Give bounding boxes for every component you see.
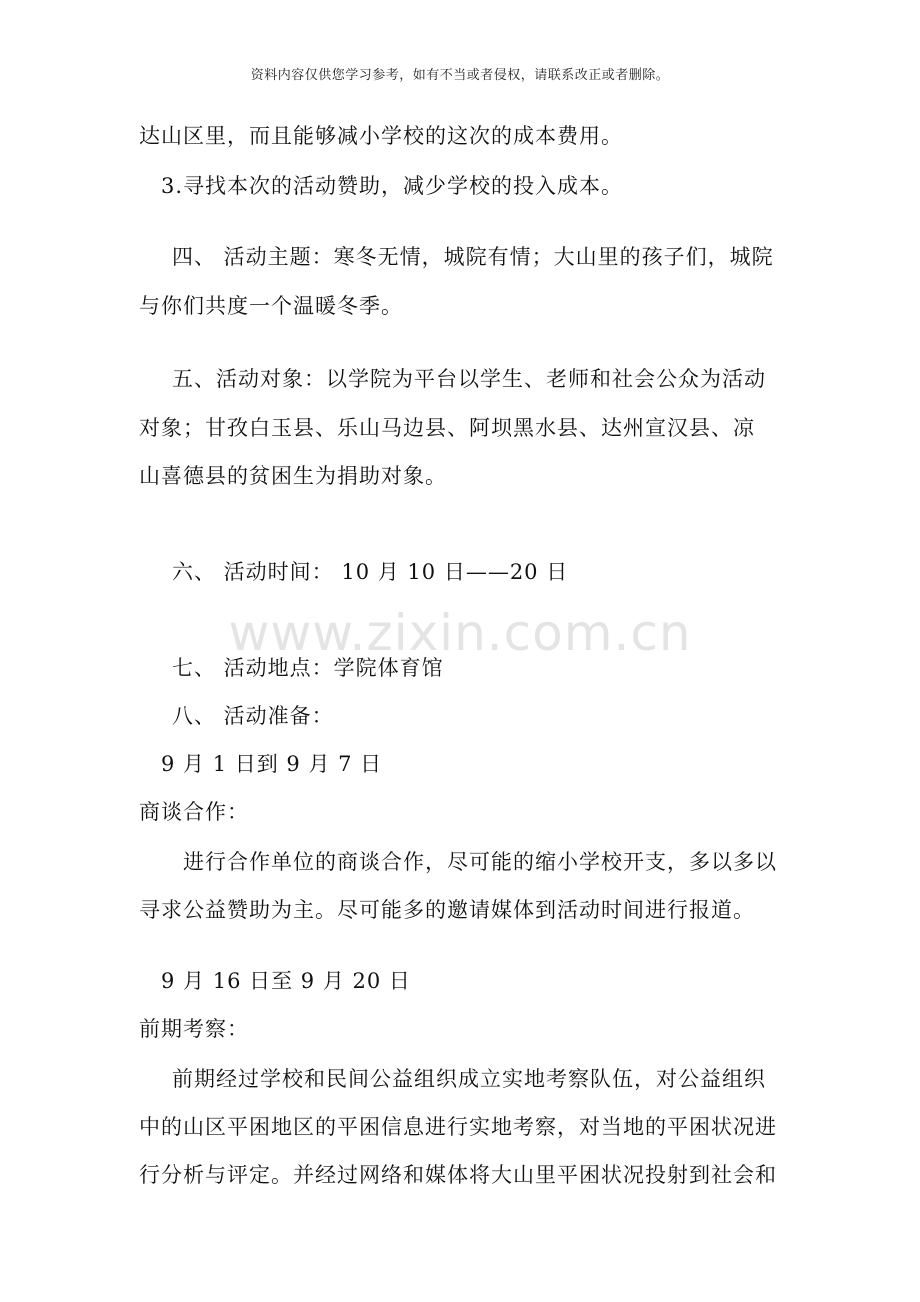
section-heading-targets: 五、活动对象：以学院为平台以学生、老师和社会公众为活动 xyxy=(172,367,766,391)
date-range: 9 月 1 日到 9 月 7 日 xyxy=(161,752,383,776)
section-heading-theme: 四、 活动主题：寒冬无情，城院有情；大山里的孩子们，城院 xyxy=(172,245,774,269)
body-line: 进行合作单位的商谈合作，尽可能的缩小学校开支，多以多以 xyxy=(183,850,777,874)
date-range: 9 月 16 日至 9 月 20 日 xyxy=(161,969,411,993)
body-line: 行分析与评定。并经过网络和媒体将大山里平困状况投射到社会和 xyxy=(139,1163,777,1187)
header-note: 资料内容仅供您学习参考，如有不当或者侵权，请联系改正或者删除。 xyxy=(250,68,670,83)
body-line: 寻求公益赞助为主。尽可能多的邀请媒体到活动时间进行报道。 xyxy=(139,898,755,922)
section-heading-location: 七、 活动地点：学院体育馆 xyxy=(172,656,444,680)
body-line: 山喜德县的贫困生为捐助对象。 xyxy=(139,464,447,488)
watermark: www.zixin.com.cn xyxy=(228,604,692,662)
body-line: 与你们共度一个温暖冬季。 xyxy=(139,294,403,318)
body-line: 3.寻找本次的活动赞助，减少学校的投入成本。 xyxy=(161,174,624,198)
section-heading-preparation: 八、 活动准备： xyxy=(172,704,334,728)
body-line: 达山区里，而且能够减小学校的这次的成本费用。 xyxy=(139,124,623,148)
body-line: 对象；甘孜白玉县、乐山马边县、阿坝黑水县、达州宣汉县、凉 xyxy=(139,416,755,440)
subheading: 商谈合作： xyxy=(139,800,249,824)
body-line: 前期经过学校和民间公益组织成立实地考察队伍，对公益组织 xyxy=(172,1067,766,1091)
section-heading-time: 六、 活动时间： 10 月 10 日——20 日 xyxy=(172,560,569,584)
body-line: 中的山区平困地区的平困信息进行实地考察，对当地的平困状况进 xyxy=(139,1115,777,1139)
subheading: 前期考察： xyxy=(139,1017,249,1041)
